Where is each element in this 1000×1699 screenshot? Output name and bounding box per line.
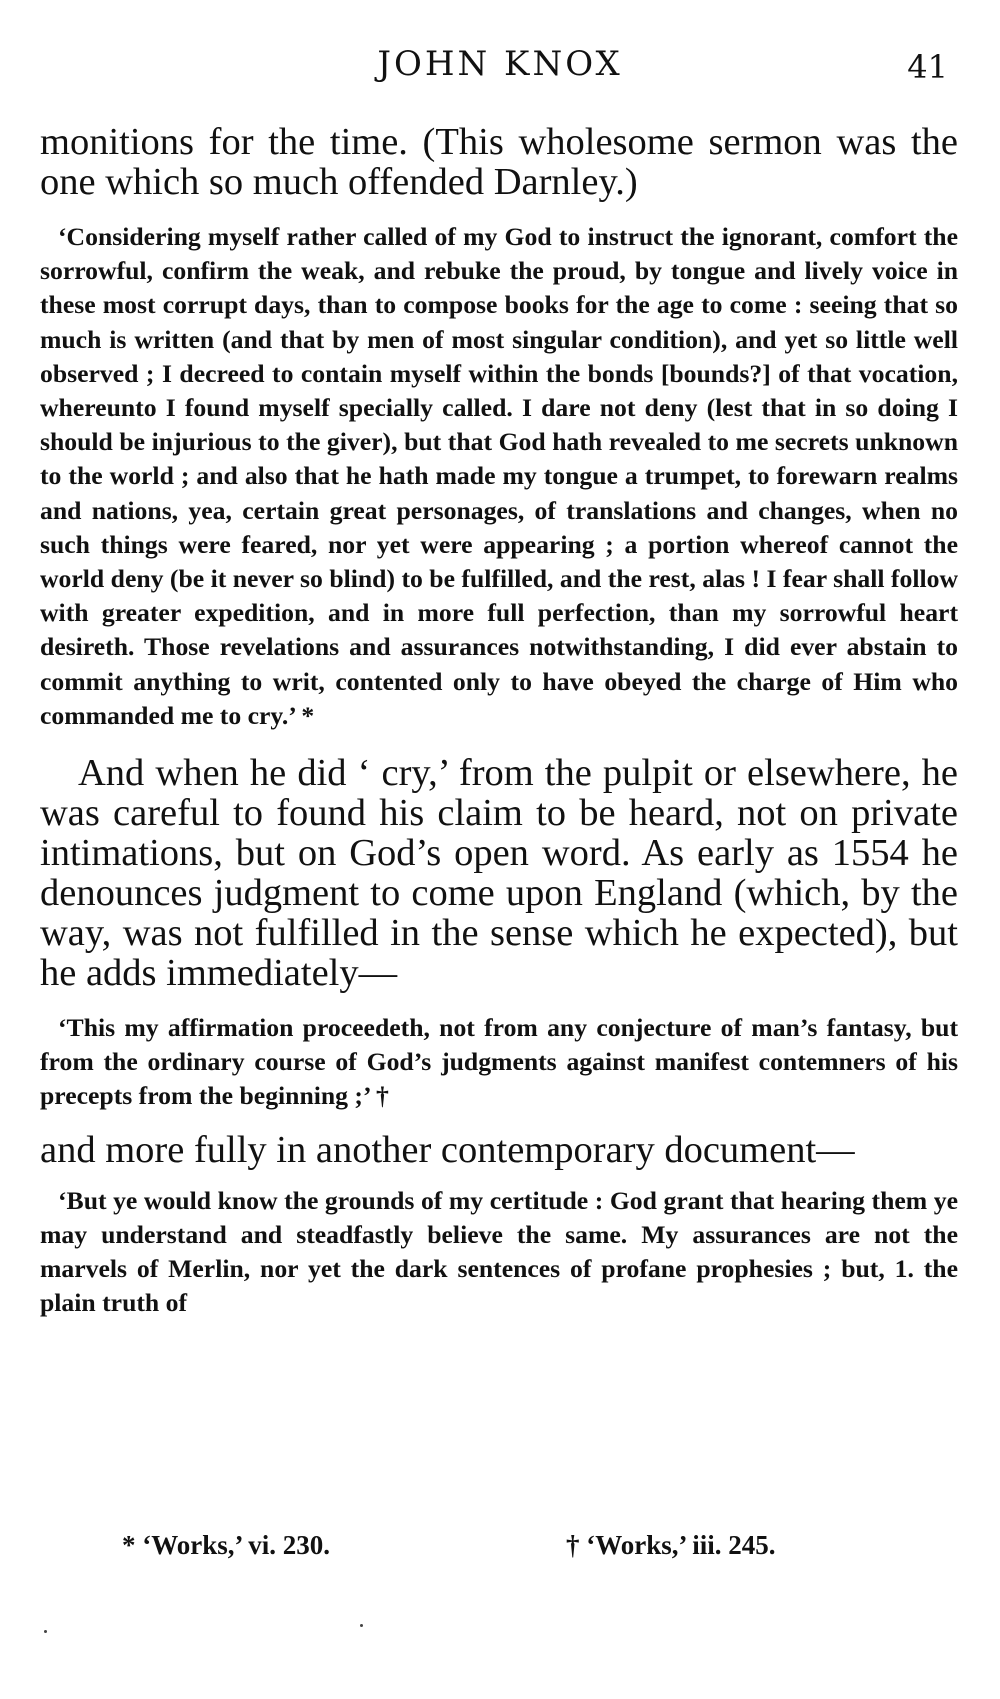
- scan-speck: [44, 1630, 47, 1633]
- running-head: [0, 44, 1000, 104]
- footnotes: [0, 1530, 1000, 1570]
- page-body: [40, 122, 958, 1320]
- body-paragraph-more-fully: and more fully in another contemporary document—: [40, 1128, 855, 1171]
- page-number: 41: [907, 48, 948, 86]
- body-paragraph-cry: And when he did ‘ cry,’ from the pulpit or elsewhere, he was careful to found his claim to be heard, not on private intimations, but on God’s open word. As early as 1554 he denounces judgment to come upon England (which, by the way, was not fulfilled in the sense which he expected), but he adds immediately—: [40, 752, 958, 995]
- footnote-dagger: † ‘Works,’ iii. 245.: [566, 1530, 776, 1560]
- scan-speck: [360, 1624, 363, 1627]
- block-quote-certitude: ‘But ye would know the grounds of my certitude : God grant that hearing them ye may understand and steadfastly believe the same. My assurances are not the marvels of Merlin, nor yet the dark sentences of profane prophesies ; but, 1. the plain truth of: [40, 1185, 958, 1318]
- footnote-star: * ‘Works,’ vi. 230.: [122, 1530, 330, 1560]
- body-paragraph-continuation: monitions for the time. (This wholesome sermon was the one which so much offended Darnley.): [40, 121, 958, 203]
- block-quote-affirmation: ‘This my affirmation proceedeth, not from any conjecture of man’s fantasy, but from the ordinary course of God’s judgments against manifest contemners of his precepts from the beginning ;’ †: [40, 1013, 958, 1111]
- block-quote-knox-calling: ‘Considering myself rather called of my God to instruct the ignorant, comfort the sorrowful, confirm the weak, and rebuke the proud, by tongue and lively voice in these most corrupt days, than to compose books for the age to come : seeing that so much is written (and that by men of most singular condition), and yet so little well observed ; I decreed to contain myself within the bonds [bounds?] of that vocation, whereunto I found myself specially called. I dare not deny (lest that in so doing I should be injurious to the giver), but that God hath revealed to me secrets unknown to the world ; and also that he hath made my tongue a trumpet, to forewarn realms and nations, yea, certain great personages, of translations and changes, when no such things were feared, nor yet were appearing ; a portion whereof cannot the world deny (be it never so blind) to be fulfilled, and the rest, alas ! I fear shall follow with greater expedition, and in more full perfection, than my sorrowful heart desireth. Those revelations and assurances notwithstanding, I did ever abstain to commit anything to writ, contented only to have obeyed the charge of Him who commanded me to cry.’ *: [40, 222, 958, 730]
- running-title: JOHN KNOX: [377, 44, 623, 84]
